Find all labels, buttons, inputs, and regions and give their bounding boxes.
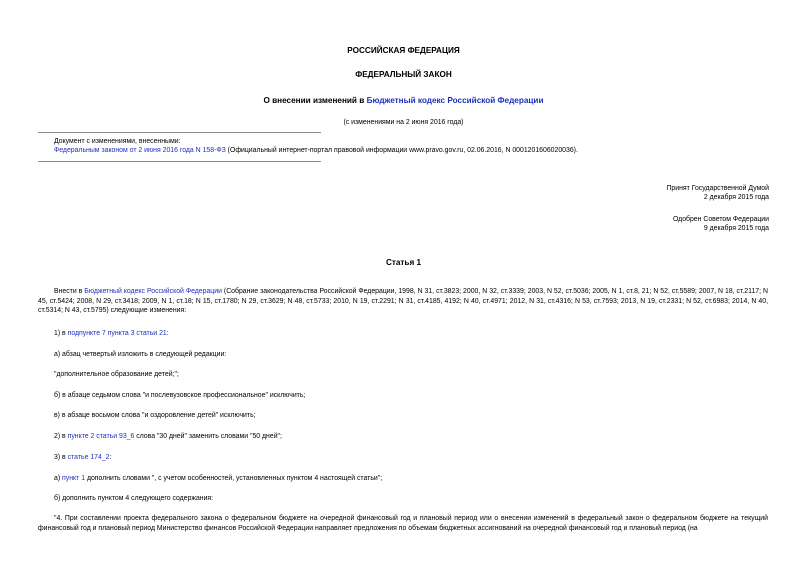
item-3-prefix: 3) в bbox=[54, 454, 68, 461]
bottom-divider bbox=[38, 161, 321, 162]
amendments-note-line bbox=[54, 146, 774, 155]
duma-date: 2 декабря 2015 года bbox=[703, 194, 769, 202]
item-1a-quote: "дополнительное образование детей;"; bbox=[54, 371, 179, 378]
council-approval bbox=[469, 215, 769, 233]
item-2-prefix: 2) в bbox=[54, 433, 68, 440]
item-3a-text: дополнить словами ", с учетом особенностей, установленных пунктом 4 настоящей статьи"; bbox=[85, 475, 383, 482]
country-heading: РОССИЙСКАЯ ФЕДЕРАЦИЯ bbox=[347, 46, 460, 55]
item-1b: б) в абзаце седьмом слова "и послевузовское профессиональное" исключить; bbox=[54, 392, 306, 399]
intro-text: (Собрание законодательства Российской Федерации, 1998, N 31, ст.3823; 2000, N 32, ст.3339; 2003, N 52, ст.5036; 2005, N 1, ст.8, 21; N 52, ст.5589; 2007, N 18, ст.2117; N 45, ст.5424; 2008, N 29, ст.3418; 2009, N 1, ст.18; N 15, ст.1780; N 29, ст.3629; N 48, ст.5733; 2010, N 19, ст.2291; N 31, ст.4185, 4192; N 40, ст.4971; 2012, N 31, ст.4316; N 53, ст.7593; 2013, N 19, ст.2331; N 52, ст.6983; 2014, N 40, ст.5314; N 43, ст.5795) следующие изменения: bbox=[38, 288, 768, 315]
item-1a: а) абзац четвертый изложить в следующей редакции: bbox=[54, 351, 227, 358]
item-2 bbox=[38, 432, 768, 442]
federal-law-158-link[interactable]: Федеральным законом от 2 июня 2016 года N 158-ФЗ bbox=[54, 147, 226, 155]
council-label: Одобрен Советом Федерации bbox=[672, 216, 769, 223]
budget-code-intro-link[interactable]: Бюджетный кодекс Российской Федерации bbox=[84, 288, 222, 295]
item-3b: б) дополнить пунктом 4 следующего содержания: bbox=[54, 495, 214, 502]
title-prefix: О внесении изменений в bbox=[263, 96, 367, 105]
article-intro bbox=[38, 287, 768, 316]
item-3-suffix: : bbox=[109, 454, 112, 461]
item-1-prefix: 1) в bbox=[54, 330, 68, 337]
document-title bbox=[0, 96, 807, 107]
item-3-link[interactable]: статье 174_2 bbox=[67, 454, 110, 461]
item-2-link[interactable]: пункте 2 статьи 93_6 bbox=[67, 433, 135, 440]
item-3a bbox=[38, 474, 768, 484]
item-1-suffix: : bbox=[166, 330, 169, 337]
item-3b-text: "4. При составлении проекта федерального закона о федеральном бюджете на очередной финансовый год и плановый период или о внесении изменений в федеральный закон о федеральном бюджете на текущий финансовый год и плановый период Министерство финансов Российской Федерации направляет предложения по объемам бюджетных ассигнований на очередной финансовый год и плановый период (на bbox=[38, 515, 768, 532]
top-divider bbox=[38, 132, 321, 133]
item-1-link[interactable]: подпункте 7 пункта 3 статьи 21 bbox=[67, 330, 167, 337]
council-date: 9 декабря 2015 года bbox=[703, 225, 769, 233]
item-3a-link[interactable]: пункт 1 bbox=[62, 475, 86, 482]
item-2-text: слова "30 дней" заменить словами "50 дней"; bbox=[134, 433, 282, 440]
amendments-note-title: Документ с изменениями, внесенными: bbox=[54, 138, 181, 145]
item-3a-prefix: а) bbox=[54, 475, 63, 482]
budget-code-link[interactable]: Бюджетный кодекс Российской Федерации bbox=[366, 96, 544, 105]
item-3 bbox=[38, 453, 768, 463]
duma-adoption bbox=[469, 184, 769, 202]
amendments-note-source: (Официальный интернет-портал правовой информации www.pravo.gov.ru, 02.06.2016, N 0001201606020036). bbox=[225, 147, 578, 155]
article-title: Статья 1 bbox=[385, 258, 422, 267]
amendments-note bbox=[54, 137, 774, 155]
item-1 bbox=[38, 329, 768, 339]
law-type-heading: ФЕДЕРАЛЬНЫЙ ЗАКОН bbox=[355, 70, 452, 79]
intro-prefix: Внести в bbox=[54, 288, 85, 295]
duma-label: Принят Государственной Думой bbox=[666, 185, 769, 192]
edition-note: (с изменениями на 2 июня 2016 года) bbox=[343, 119, 464, 126]
item-1c: в) в абзаце восьмом слова "и оздоровление детей" исключить; bbox=[54, 412, 256, 419]
